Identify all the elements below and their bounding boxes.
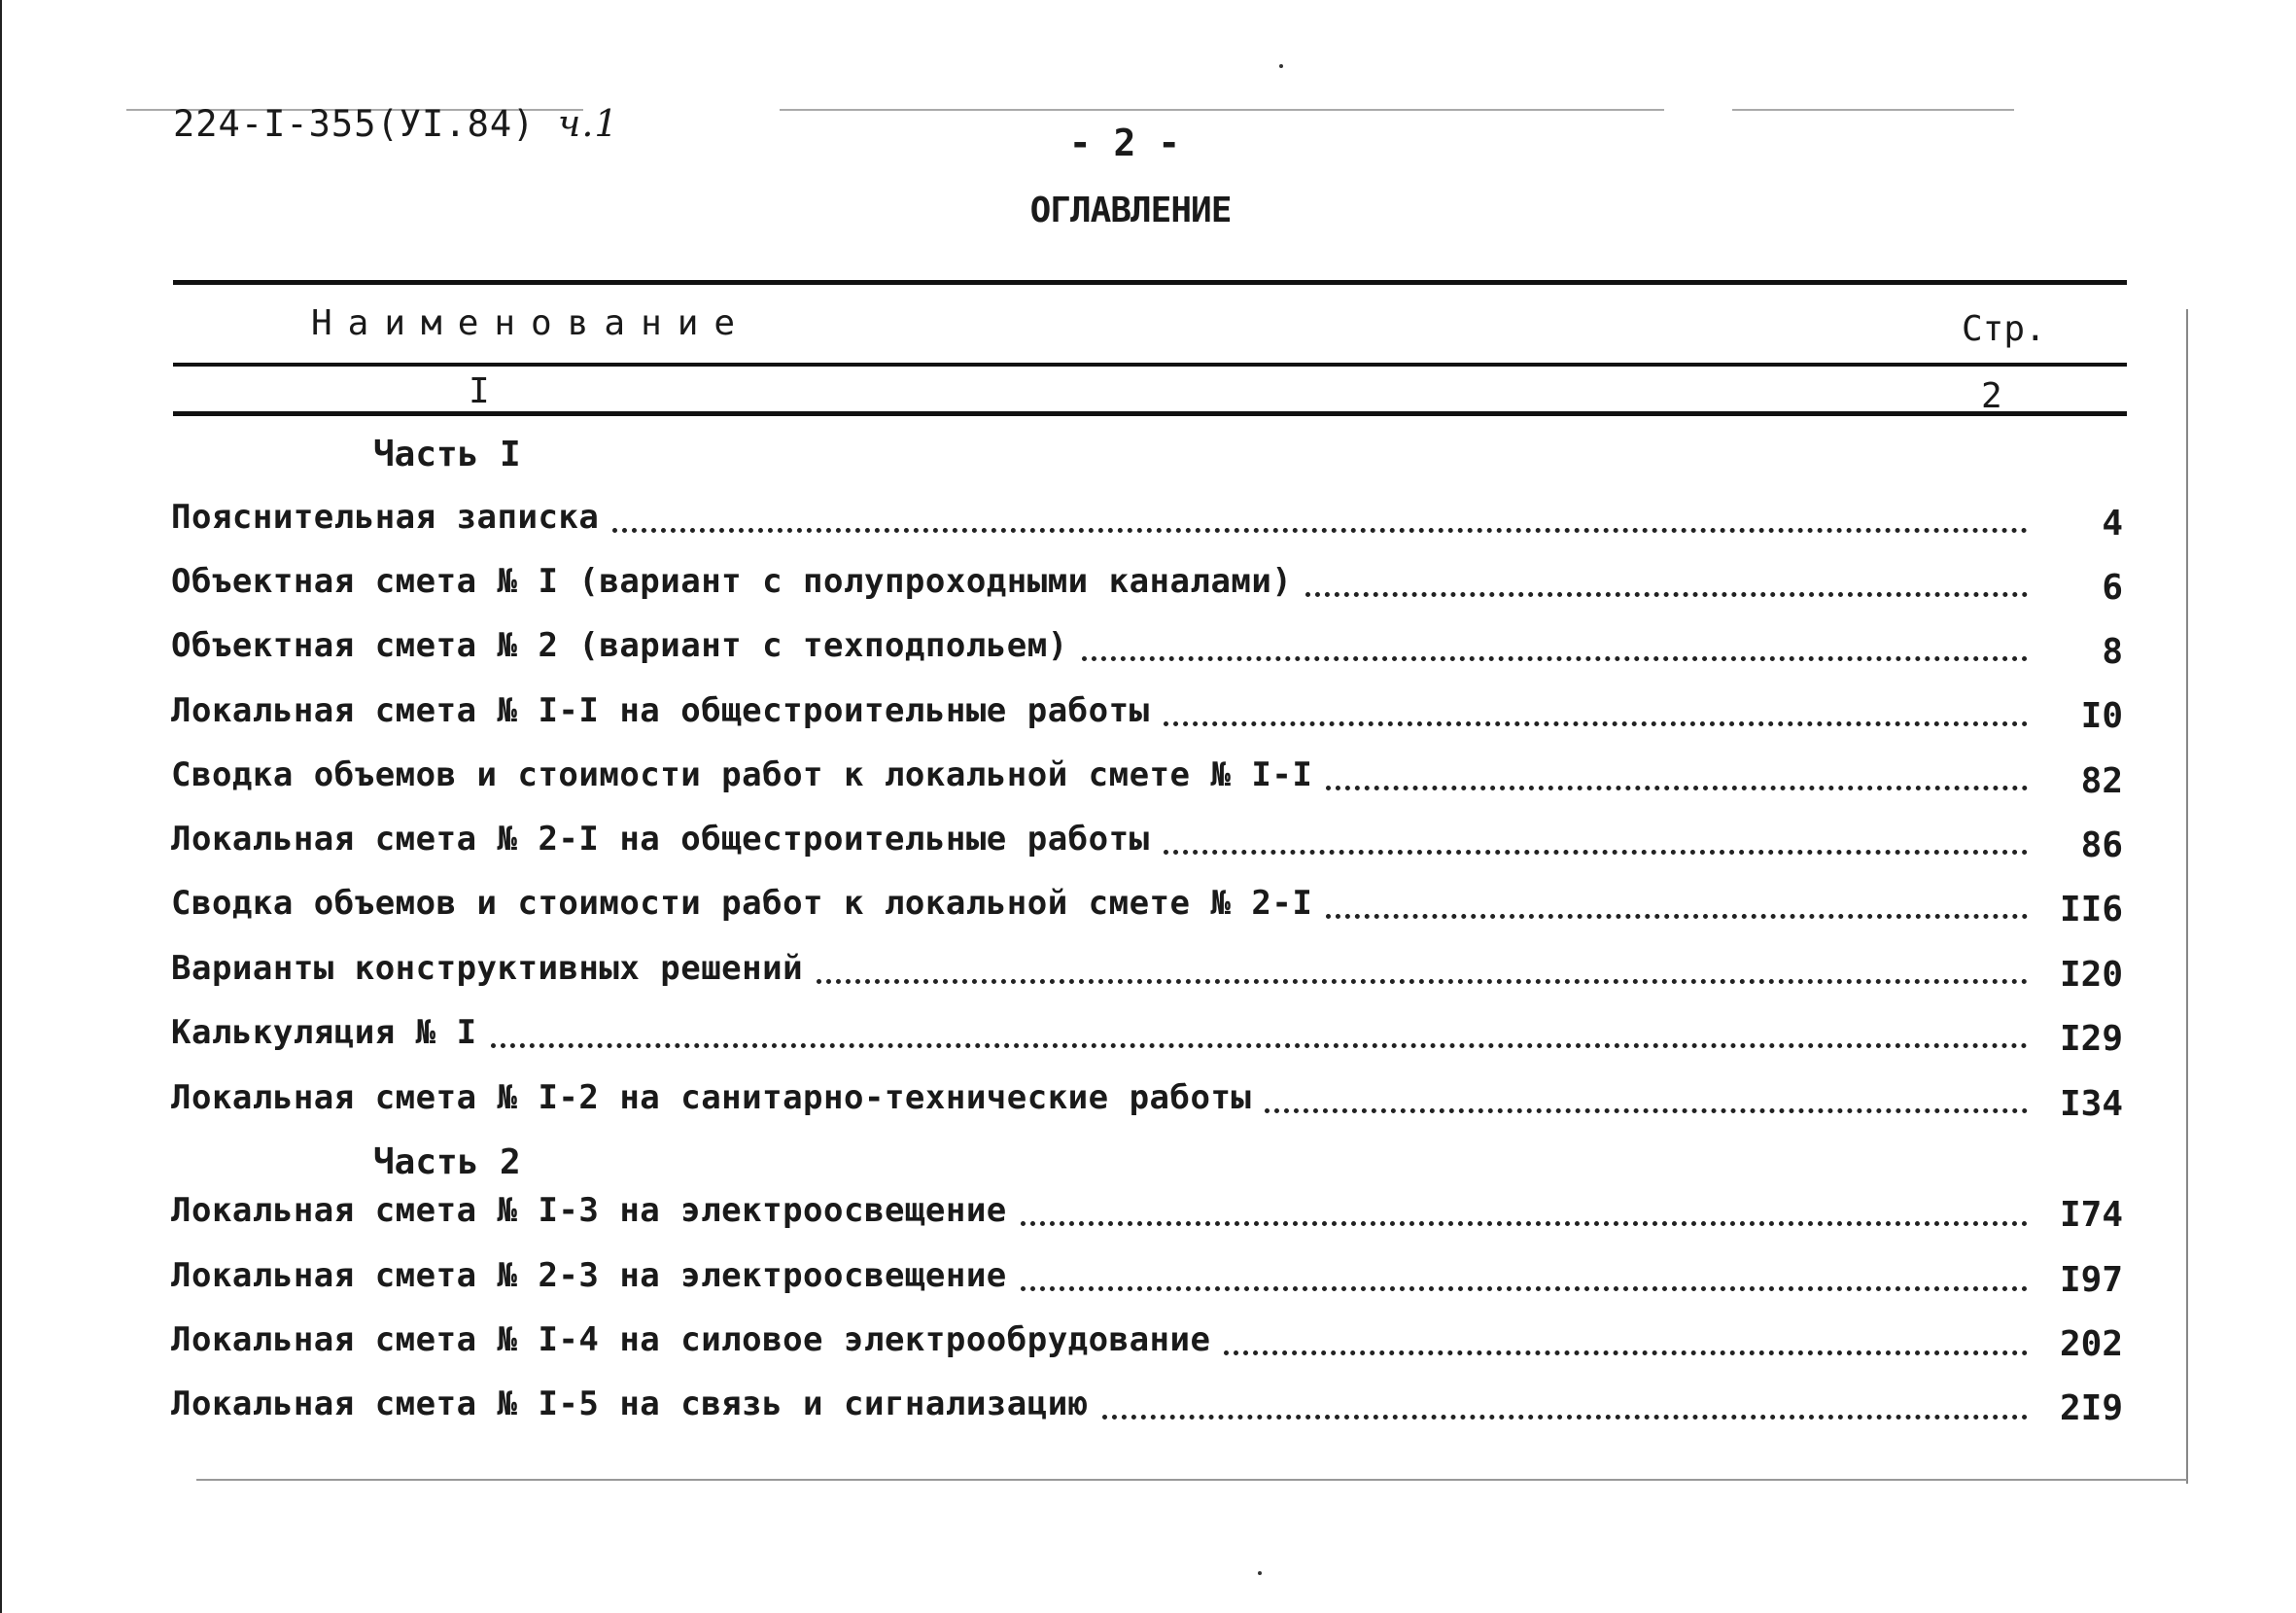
document-code-text: 224-I-355(УI.84) bbox=[173, 103, 536, 145]
table-header-rule bbox=[173, 363, 2127, 367]
toc-entry-title: Локальная смета № I-I на общестроительные работы bbox=[171, 691, 1150, 730]
toc-entry-title: Локальная смета № 2-3 на электроосвещение bbox=[171, 1256, 1007, 1295]
dot-leader bbox=[1021, 1286, 2028, 1291]
toc-entry-page: I20 bbox=[2059, 955, 2123, 995]
frame-right-edge bbox=[2186, 309, 2188, 1484]
part-heading: Часть I bbox=[373, 435, 521, 474]
toc-entry-page: I34 bbox=[2059, 1084, 2123, 1124]
toc-entry-title: Пояснительная записка bbox=[171, 498, 600, 537]
scan-speck bbox=[1258, 1571, 1262, 1575]
scan-speck bbox=[1279, 64, 1283, 68]
toc-entry-page: 82 bbox=[2080, 761, 2123, 801]
toc-entry-page: 6 bbox=[2102, 568, 2123, 608]
toc-entry bbox=[171, 1013, 2028, 1058]
column-index-page: 2 bbox=[1981, 376, 2002, 416]
part-heading: Часть 2 bbox=[373, 1142, 521, 1182]
toc-entry-page: 2I9 bbox=[2059, 1388, 2123, 1428]
dot-leader bbox=[1326, 786, 2028, 790]
toc-entry-title: Локальная смета № I-3 на электроосвещение bbox=[171, 1191, 1007, 1230]
table-index-rule bbox=[173, 411, 2127, 416]
toc-entry-page: 86 bbox=[2080, 825, 2123, 865]
dot-leader bbox=[1102, 1415, 2028, 1420]
toc-entry-page: 8 bbox=[2102, 632, 2123, 672]
toc-entry-title: Калькуляция № I bbox=[171, 1013, 477, 1052]
toc-entry-title: Объектная смета № 2 (вариант с техподпольем) bbox=[171, 626, 1068, 665]
toc-entry bbox=[171, 1256, 2028, 1301]
table-top-rule bbox=[173, 280, 2127, 285]
dot-leader bbox=[1265, 1108, 2028, 1113]
scan-trace-line bbox=[780, 109, 1664, 111]
toc-entry-page: I97 bbox=[2059, 1260, 2123, 1300]
toc-entry bbox=[171, 1385, 2028, 1429]
toc-entry-page: I29 bbox=[2059, 1019, 2123, 1059]
toc-entry-page: 202 bbox=[2059, 1324, 2123, 1364]
dot-leader bbox=[1082, 656, 2028, 661]
toc-entry-title: Сводка объемов и стоимости работ к локальной смете № I-I bbox=[171, 755, 1313, 794]
toc-entry-title: Объектная смета № I (вариант с полупроходными каналами) bbox=[171, 562, 1293, 601]
toc-entry-title: Локальная смета № I-2 на санитарно-технические работы bbox=[171, 1078, 1252, 1117]
dot-leader bbox=[1164, 721, 2028, 726]
toc-entry bbox=[171, 562, 2028, 607]
handwritten-note: ч.1 bbox=[557, 102, 619, 145]
document-title: ОГЛАВЛЕНИЕ bbox=[1029, 191, 1232, 230]
toc-entry bbox=[171, 498, 2028, 543]
dot-leader bbox=[1224, 1350, 2028, 1355]
dot-leader bbox=[1164, 850, 2028, 855]
toc-entry bbox=[171, 1191, 2028, 1236]
column-index-name: I bbox=[469, 371, 490, 411]
toc-entry-page: I0 bbox=[2080, 696, 2123, 736]
page-number: - 2 - bbox=[1068, 122, 1181, 164]
toc-entry bbox=[171, 626, 2028, 671]
toc-entry bbox=[171, 1078, 2028, 1123]
toc-entry-page: II6 bbox=[2059, 890, 2123, 929]
dot-leader bbox=[1326, 914, 2028, 919]
document-code bbox=[173, 102, 619, 145]
toc-entry-title: Локальная смета № I-5 на связь и сигнализацию bbox=[171, 1385, 1089, 1423]
toc-entry-title: Локальная смета № I-4 на силовое электрообрудование bbox=[171, 1320, 1211, 1359]
column-header-page: Стр. bbox=[1962, 309, 2046, 349]
toc-entry bbox=[171, 1320, 2028, 1365]
toc-entry-title: Сводка объемов и стоимости работ к локальной смете № 2-I bbox=[171, 884, 1313, 923]
toc-entry bbox=[171, 755, 2028, 800]
toc-entry-page: 4 bbox=[2102, 504, 2123, 544]
column-header-name: Наименование bbox=[311, 303, 751, 343]
toc-entry bbox=[171, 691, 2028, 736]
toc-entry bbox=[171, 949, 2028, 994]
scan-trace-line bbox=[1732, 109, 2014, 111]
dot-leader bbox=[491, 1043, 2028, 1048]
toc-entry-title: Локальная смета № 2-I на общестроительные работы bbox=[171, 820, 1150, 859]
frame-bottom-edge bbox=[196, 1479, 2187, 1481]
dot-leader bbox=[612, 528, 2028, 533]
dot-leader bbox=[1305, 592, 2028, 597]
dot-leader bbox=[817, 979, 2028, 984]
dot-leader bbox=[1021, 1221, 2028, 1226]
toc-entry-page: I74 bbox=[2059, 1195, 2123, 1235]
toc-entry bbox=[171, 820, 2028, 864]
toc-entry-title: Варианты конструктивных решений bbox=[171, 949, 804, 988]
toc-entry bbox=[171, 884, 2028, 929]
